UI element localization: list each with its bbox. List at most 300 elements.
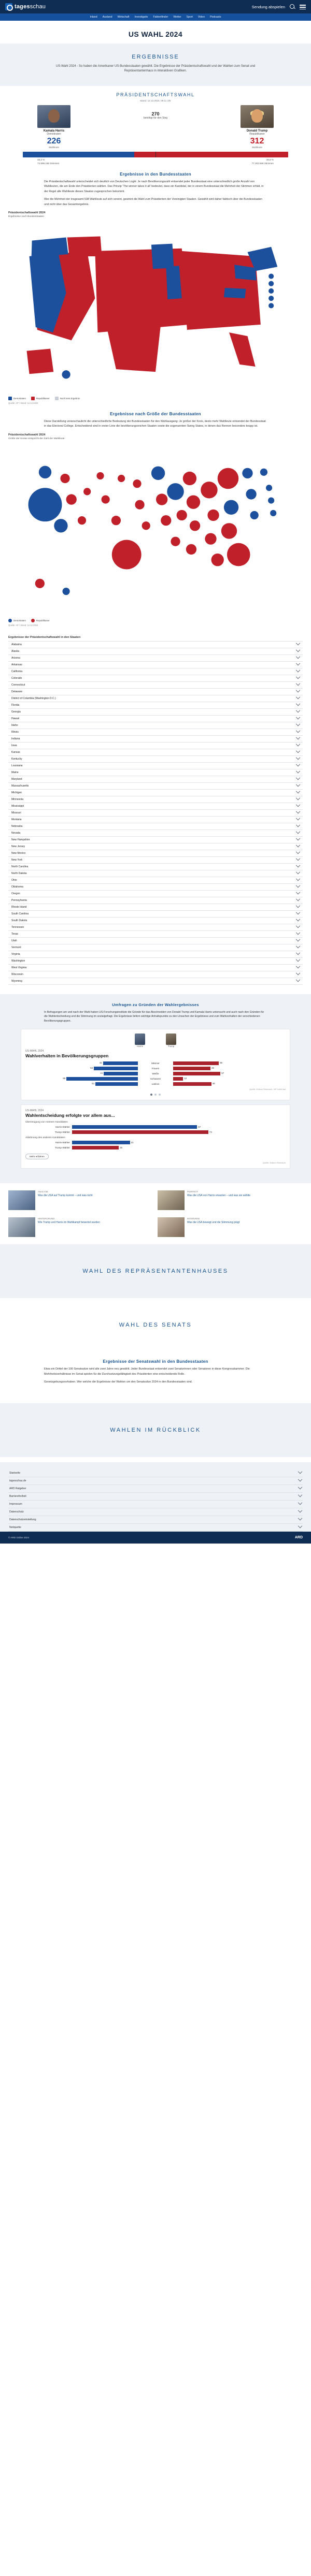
map1-legend — [8, 397, 303, 400]
state-label: Virginia — [11, 952, 20, 956]
state-row[interactable] — [8, 891, 303, 897]
chevron-right-icon[interactable] — [298, 1493, 302, 1497]
chevron-down-icon[interactable] — [296, 897, 300, 901]
ard-logo: ARD — [294, 1536, 303, 1540]
state-row[interactable] — [8, 716, 303, 722]
senate-article-heading: Ergebnisse der Senatswahl in den Bundesstaaten — [103, 1359, 208, 1364]
chart2-bars-a — [25, 1125, 286, 1134]
chart-bar-row: 42 Männer 55 — [99, 1061, 223, 1065]
map1-svg[interactable] — [8, 220, 303, 393]
chart2-title: Wahlentscheidung erfolgte vor allem aus... — [25, 1113, 115, 1118]
chevron-down-icon[interactable] — [296, 769, 300, 773]
state-row[interactable] — [8, 904, 303, 911]
state-label: West Virginia — [11, 966, 27, 969]
electoral-bar — [8, 149, 303, 165]
chevron-down-icon[interactable] — [296, 702, 300, 706]
state-label: Michigan — [11, 791, 22, 794]
chevron-down-icon[interactable] — [296, 749, 300, 753]
state-row[interactable] — [8, 803, 303, 810]
chart1-kicker: US-WAHL 2024 — [25, 1050, 44, 1053]
chevron-down-icon[interactable] — [296, 957, 300, 962]
tagesschau-logo-icon — [5, 3, 12, 10]
candidate-electors-label: Wahlleute — [251, 146, 263, 149]
state-row[interactable] — [8, 642, 303, 648]
state-label: Wisconsin — [11, 972, 23, 976]
chevron-down-icon[interactable] — [296, 803, 300, 807]
chevron-right-icon[interactable] — [298, 1477, 302, 1481]
chevron-down-icon[interactable] — [296, 917, 300, 921]
state-row[interactable] — [8, 702, 303, 709]
footer-bottom — [0, 1532, 311, 1544]
teaser-image — [8, 1217, 35, 1237]
candidate-party: Republikaner — [249, 133, 265, 136]
state-row[interactable] — [8, 655, 303, 662]
chevron-down-icon[interactable] — [296, 789, 300, 793]
chart-bar-row: Trump-Wähler 25 — [54, 1146, 123, 1149]
chevron-down-icon[interactable] — [296, 850, 300, 854]
state-label: North Carolina — [11, 865, 29, 868]
state-row[interactable] — [8, 958, 303, 965]
state-label: New Hampshire — [11, 838, 30, 841]
chart-card-motivation — [21, 1104, 290, 1169]
senate-article — [0, 1359, 311, 1403]
state-row[interactable] — [8, 769, 303, 776]
chevron-down-icon[interactable] — [296, 971, 300, 975]
footer-link-label: Datenschutz — [9, 1510, 24, 1514]
chevron-down-icon[interactable] — [296, 890, 300, 894]
chart2-bars-b — [25, 1141, 286, 1149]
chart-bar-row: 51 Latinos 46 — [92, 1082, 215, 1086]
chart2-sub2: Ablehnung des anderen Kandidaten — [25, 1137, 65, 1140]
chevron-down-icon[interactable] — [296, 722, 300, 726]
teaser-text[interactable]: Was die USA bewegt und die Stimmung prägt — [187, 1220, 240, 1224]
teaser-text[interactable]: Wie Trump und Harris im Wahlkampf bewertet wurden — [38, 1220, 100, 1224]
avatar-harris-small — [135, 1034, 145, 1048]
footer-link[interactable] — [8, 1501, 303, 1508]
chevron-down-icon[interactable] — [296, 648, 300, 652]
brand-light: schau — [30, 4, 46, 10]
harris-votes: 74.999.166 Stimmen — [37, 162, 60, 165]
nav-item-sport[interactable]: Sport — [186, 16, 193, 19]
state-label: Pennsylvania — [11, 898, 27, 902]
candidate-name: Donald Trump — [246, 129, 268, 133]
article-states — [44, 172, 267, 207]
state-label: Nebraska — [11, 824, 23, 828]
nav-item-faktenfinder[interactable]: Faktenfinder — [153, 16, 168, 19]
state-label: Utah — [11, 939, 17, 942]
chevron-down-icon[interactable] — [296, 870, 300, 874]
chart1-right-label: Trump — [167, 1045, 175, 1048]
state-label: Alaska — [11, 649, 20, 653]
footer-link[interactable] — [8, 1524, 303, 1532]
footer-link[interactable] — [8, 1516, 303, 1524]
state-row[interactable] — [8, 675, 303, 682]
chevron-down-icon[interactable] — [296, 883, 300, 887]
map1-subtitle: Ergebnisse nach Bundesstaaten — [8, 215, 45, 219]
teaser-image — [158, 1190, 185, 1210]
state-label: North Dakota — [11, 871, 27, 875]
chart-bar-row: Harris-Wähler 67 — [55, 1126, 201, 1129]
chevron-down-icon[interactable] — [296, 715, 300, 719]
footer-link-label: Impressum — [9, 1503, 22, 1506]
chevron-down-icon[interactable] — [296, 668, 300, 672]
chevron-right-icon[interactable] — [298, 1508, 302, 1512]
avatar-trump — [241, 105, 274, 128]
chart-bar-row: 86 Schwarze 12 — [63, 1077, 187, 1081]
chevron-right-icon[interactable] — [298, 1469, 302, 1474]
state-row[interactable] — [8, 850, 303, 857]
state-row[interactable] — [8, 722, 303, 729]
chevron-down-icon[interactable] — [296, 654, 300, 659]
state-row[interactable] — [8, 931, 303, 938]
teaser-card[interactable] — [8, 1190, 153, 1210]
teaser-text[interactable]: Was die USA auf Trump kommt – und was nicht — [38, 1194, 93, 1197]
chart1-bars — [25, 1061, 286, 1086]
chevron-down-icon[interactable] — [296, 695, 300, 699]
state-row[interactable] — [8, 743, 303, 749]
state-results-title: Ergebnisse der Präsidentschaftswahl in den Staaten — [8, 635, 81, 639]
state-row[interactable] — [8, 924, 303, 931]
state-row[interactable] — [8, 944, 303, 951]
chevron-down-icon[interactable] — [296, 836, 300, 840]
chevron-down-icon[interactable] — [296, 816, 300, 820]
chart2-kicker: US-WAHL 2024 — [25, 1109, 44, 1113]
more-button[interactable]: Mehr erfahren — [25, 1154, 49, 1159]
state-row[interactable] — [8, 810, 303, 817]
article-size-p1: Diese Darstellung veranschaulicht die unterschiedliche Bedeutung der Bundesstaaten für den Wahlausgang: Je größer der Kreis, desto mehr Wahlleute entsendet der Bundesstaat in das Electoral College. Entscheidend sind in erster Linie die bevölkerungsreichen Staaten sowie die sogenannten Swing States, in denen das Rennen besonders knapp ist. — [44, 419, 266, 428]
state-label: Maine — [11, 770, 19, 774]
logo[interactable] — [5, 3, 46, 10]
state-row[interactable] — [8, 668, 303, 675]
state-row[interactable] — [8, 911, 303, 918]
state-label: Oklahoma — [11, 885, 23, 889]
chevron-down-icon[interactable] — [296, 944, 300, 948]
state-row[interactable] — [8, 817, 303, 823]
nav-item-wirtschaft[interactable]: Wirtschaft — [117, 16, 130, 19]
presidential-section — [0, 92, 311, 985]
state-label: Iowa — [11, 744, 17, 747]
map2-svg[interactable] — [8, 442, 303, 615]
teaser-card[interactable] — [158, 1217, 303, 1237]
live-label[interactable]: Sendung abspielen — [251, 4, 285, 9]
chevron-down-icon[interactable] — [296, 708, 300, 712]
legend2-democrats: Demokraten — [13, 619, 26, 622]
teaser-card[interactable] — [8, 1217, 153, 1237]
menu-icon[interactable] — [300, 4, 306, 10]
chart-bar-row: Harris-Wähler 31 — [55, 1141, 134, 1144]
state-label: Maryland — [11, 777, 22, 781]
search-icon[interactable] — [289, 4, 295, 10]
chevron-down-icon[interactable] — [296, 729, 300, 733]
state-label: District of Columbia (Washington D.C.) — [11, 696, 56, 700]
chart-card-groups — [21, 1029, 290, 1100]
chevron-down-icon[interactable] — [296, 823, 300, 827]
chevron-right-icon[interactable] — [298, 1485, 302, 1489]
state-label: Delaware — [11, 690, 23, 693]
legend-republicans: Republikaner — [36, 397, 50, 400]
teaser-kicker: ANALYSE — [38, 1190, 48, 1194]
state-row[interactable] — [8, 648, 303, 655]
chevron-down-icon[interactable] — [296, 688, 300, 692]
majority-label: benötigt für den Sieg — [143, 117, 168, 120]
house-section — [0, 1244, 311, 1298]
state-label: Washington — [11, 959, 25, 963]
footer-link[interactable] — [8, 1493, 303, 1501]
nav-item-inland[interactable]: Inland — [90, 16, 97, 19]
state-row[interactable] — [8, 689, 303, 695]
chevron-down-icon[interactable] — [296, 904, 300, 908]
trump-votes: 77.303.568 Stimmen — [251, 162, 274, 165]
map2-legend — [8, 619, 303, 622]
chevron-down-icon[interactable] — [296, 856, 300, 861]
chevron-down-icon[interactable] — [296, 796, 300, 800]
state-row[interactable] — [8, 951, 303, 958]
state-label: Georgia — [11, 710, 21, 714]
state-label: Nevada — [11, 831, 21, 835]
chart1-title: Wahlverhalten in Bevölkerungsgruppen — [25, 1053, 109, 1059]
footer-link-label: Startseite — [9, 1472, 21, 1475]
chart1-left-label: Harris — [137, 1045, 143, 1048]
main-nav — [0, 13, 311, 21]
state-label: New Mexico — [11, 851, 26, 855]
history-section — [0, 1403, 311, 1457]
state-label: Kentucky — [11, 757, 22, 761]
map2-title: Präsidentschaftswahl 2024 — [8, 433, 46, 436]
state-row[interactable] — [8, 823, 303, 830]
state-row[interactable] — [8, 965, 303, 971]
chart2-sub1: Überzeugung von meinem Kandidaten — [25, 1121, 68, 1124]
house-heading: WAHL DES REPRÄSENTANTENHAUSES — [82, 1268, 229, 1275]
chevron-down-icon[interactable] — [296, 964, 300, 968]
senate-article-p2: Gesetzgebungsvorhaben. Wer welche die Ergebnisse der Wahlen um den Senatssitze 2024 in den Bundesstaaten sind. — [44, 1380, 193, 1384]
state-row[interactable] — [8, 843, 303, 850]
chevron-down-icon[interactable] — [296, 782, 300, 787]
survey-heading: Umfragen zu Gründen der Wahlergebnisses — [112, 1002, 199, 1007]
chevron-down-icon[interactable] — [296, 930, 300, 935]
map-choropleth[interactable] — [8, 211, 303, 404]
chevron-down-icon[interactable] — [296, 681, 300, 686]
map-bubble[interactable] — [8, 433, 303, 627]
candidate-electors: 312 — [250, 137, 264, 145]
harris-percent: 48,3 % — [37, 158, 45, 161]
state-label: Texas — [11, 932, 19, 936]
state-label: Rhode Island — [11, 905, 27, 909]
teaser-image — [158, 1217, 185, 1237]
state-row[interactable] — [8, 796, 303, 803]
majority-value: 270 — [151, 111, 160, 117]
chart-bar-row: 41 Weiße 57 — [100, 1072, 224, 1075]
state-label: Ohio — [11, 878, 17, 882]
senate-section — [0, 1298, 311, 1352]
chart2-source: Quelle: Edison Research — [262, 1161, 286, 1165]
state-row[interactable] — [8, 897, 303, 904]
map1-title: Präsidentschaftswahl 2024 — [8, 211, 46, 215]
survey-intro: In Befragungen am und nach der Wahl haben US-Forschungsinstitute die Gründe für das Abschneiden von Donald Trump und Kamala Harris untersucht und auch nach den Gründen für die Wahlentscheidung und die Stimmung im sozialgefragt. Die Ergebnisse liefern wichtige Anhaltspunkte zu den Ursachen der Ergebnisse und zum Wahlverhalten der verschiedenen Bevölkerungsgruppen. — [44, 1010, 264, 1023]
state-row[interactable] — [8, 783, 303, 790]
state-label: New York — [11, 858, 23, 862]
chevron-down-icon[interactable] — [296, 863, 300, 867]
brand-bold: tages — [15, 4, 30, 10]
presidential-heading: PRÄSIDENTSCHAFTSWAHL — [116, 92, 195, 97]
state-label: Florida — [11, 703, 20, 707]
state-label: Louisiana — [11, 764, 23, 767]
chevron-down-icon[interactable] — [296, 661, 300, 665]
state-label: Mississippi — [11, 804, 24, 808]
state-label: Indiana — [11, 737, 20, 740]
presidential-meta: Stand: 12.12.2024, 09:11 Uhr — [140, 99, 171, 102]
avatar-trump-small — [166, 1034, 176, 1048]
footer-link-label: tagesschau.de — [9, 1479, 26, 1483]
teaser-kicker: INTERVIEW — [187, 1217, 200, 1220]
senate-heading: WAHL DES SENATS — [119, 1322, 192, 1329]
state-row[interactable] — [8, 736, 303, 743]
nav-item-podcasts[interactable]: Podcasts — [210, 16, 221, 19]
footer-link-label: Netiquette — [9, 1526, 21, 1530]
state-row[interactable] — [8, 938, 303, 944]
state-row[interactable] — [8, 978, 303, 985]
footer-link[interactable] — [8, 1485, 303, 1493]
teaser-card[interactable] — [158, 1190, 303, 1210]
results-subtitle: US-Wahl 2024 - So haben die Amerikaner US-Bundesstaaten gewählt. Die Ergebnisse der Präsidentschaftswahl und der Wahlen zum Senat und Repräsentantenhaus in interaktiven Grafiken. — [55, 65, 256, 72]
state-row[interactable] — [8, 918, 303, 924]
footer-link-label: Barrierefreiheit — [9, 1495, 26, 1498]
state-row[interactable] — [8, 756, 303, 763]
state-row[interactable] — [8, 870, 303, 877]
state-row[interactable] — [8, 837, 303, 843]
results-heading: ERGEBNISSE — [132, 54, 179, 60]
chevron-down-icon[interactable] — [296, 877, 300, 881]
state-row[interactable] — [8, 729, 303, 736]
chevron-down-icon[interactable] — [296, 924, 300, 928]
footer-link[interactable] — [8, 1477, 303, 1485]
trump-percent: 49,8 % — [266, 158, 274, 161]
nav-item-video[interactable]: Video — [197, 16, 205, 19]
state-row[interactable] — [8, 682, 303, 689]
chevron-down-icon[interactable] — [296, 978, 300, 982]
avatar-harris — [37, 105, 70, 128]
candidate-name: Kamala Harris — [43, 129, 65, 133]
chevron-right-icon[interactable] — [298, 1524, 302, 1528]
state-row[interactable] — [8, 749, 303, 756]
majority-marker — [85, 105, 226, 120]
chart-bar-row: 53 Frauen 45 — [90, 1067, 215, 1070]
state-row[interactable] — [8, 971, 303, 978]
state-label: Tennessee — [11, 925, 24, 929]
chevron-down-icon[interactable] — [296, 735, 300, 739]
state-label: Oregon — [11, 892, 20, 895]
chevron-down-icon[interactable] — [296, 843, 300, 847]
chevron-down-icon[interactable] — [296, 762, 300, 766]
state-label: Idaho — [11, 723, 18, 727]
article-size — [44, 412, 267, 429]
chevron-down-icon[interactable] — [296, 910, 300, 914]
chevron-down-icon[interactable] — [296, 776, 300, 780]
map2-source: Quelle: AP / Stand: 12.12.2024 — [8, 623, 38, 627]
state-label: Arkansas — [11, 663, 22, 666]
state-label: Arizona — [11, 656, 20, 660]
footer — [0, 1462, 311, 1532]
teaser-row-1 — [0, 1183, 311, 1217]
top-bar — [0, 0, 311, 13]
state-results-list — [8, 641, 303, 985]
state-row[interactable] — [8, 763, 303, 769]
map1-source: Quelle: AP / Stand: 12.12.2024 — [8, 401, 38, 404]
chevron-right-icon[interactable] — [298, 1501, 302, 1505]
chevron-down-icon[interactable] — [296, 829, 300, 834]
candidate-row — [8, 105, 303, 149]
footer-link[interactable] — [8, 1469, 303, 1477]
chevron-right-icon[interactable] — [298, 1516, 302, 1520]
nav-item-wetter[interactable]: Wetter — [173, 16, 181, 19]
candidate-electors: 226 — [47, 137, 61, 145]
chevron-down-icon[interactable] — [296, 809, 300, 813]
teaser-kicker: HINTERGRUND — [38, 1217, 55, 1220]
article-states-p1: Die Präsidentschaftswahl unterscheidet sich deutlich von Deutschen Logik: Je nach Bevölkerungszahl entsendet jeder Bundesstaat eine unterschiedlich große Anzahl von Wahlleuten, die am Ende den Präsidenten wählen. Das Prinzip 'The winner takes it all' bedeutet, dass ein Kandidat, der in einem Bundesstaat die Mehrheit der Stimmen erhält, in der Regel alle Wahlleute dieses Staates zugesprochen bekommt. — [44, 180, 264, 193]
legend-democrats: Demokraten — [13, 397, 26, 400]
results-band — [0, 43, 311, 86]
state-row[interactable] — [8, 877, 303, 884]
state-label: New Jersey — [11, 845, 25, 848]
teaser-row-2 — [0, 1217, 311, 1244]
article-states-heading: Ergebnisse in den Bundesstaaten — [120, 172, 191, 177]
chevron-down-icon[interactable] — [296, 951, 300, 955]
candidate-party: Demokraten — [47, 133, 61, 136]
teaser-text[interactable]: Was die USA von Harris erwarten – und was sie wählte — [187, 1194, 251, 1197]
state-row[interactable] — [8, 709, 303, 716]
legend2-republicans: Republikaner — [36, 619, 50, 622]
teaser-kicker: PORTRÄT — [187, 1190, 198, 1194]
chevron-down-icon[interactable] — [296, 641, 300, 645]
article-states-p2: Wer die Mehrheit der insgesamt 538 Wahlleute auf sich vereint, gewinnt die Wahl zum Präsidenten der Vereinigten Staaten. Gewählt wird daher faktisch über die Bundesstaaten und nicht über das Gesamtergebnis. — [44, 198, 263, 206]
state-row[interactable] — [8, 857, 303, 864]
state-label: Montana — [11, 818, 22, 821]
state-label: Vermont — [11, 945, 21, 949]
state-label: Illinois — [11, 730, 19, 734]
state-row[interactable] — [8, 662, 303, 668]
chevron-down-icon[interactable] — [296, 675, 300, 679]
survey-section — [0, 994, 311, 1184]
state-label: Wyoming — [11, 979, 22, 983]
state-label: Alabama — [11, 643, 22, 646]
state-label: South Carolina — [11, 912, 29, 915]
footer-link[interactable] — [8, 1508, 303, 1516]
state-label: Minnesota — [11, 797, 24, 801]
history-heading: WAHLEN IM RÜCKBLICK — [110, 1427, 201, 1434]
state-row[interactable] — [8, 695, 303, 702]
copyright: © ARD Online 2024 — [8, 1536, 30, 1539]
state-label: California — [11, 670, 23, 673]
state-label: Hawaii — [11, 717, 20, 720]
nav-item-ausland[interactable]: Ausland — [102, 16, 112, 19]
state-row[interactable] — [8, 864, 303, 870]
state-label: Missouri — [11, 811, 21, 814]
chevron-down-icon[interactable] — [296, 937, 300, 941]
map2-subtitle: Größe der Kreise entspricht der Zahl der Wahlleute — [8, 437, 65, 440]
chevron-down-icon[interactable] — [296, 742, 300, 746]
page-title: US WAHL 2024 — [128, 30, 183, 38]
article-size-heading: Ergebnisse nach Größe der Bundesstaaten — [110, 411, 201, 416]
chart1-source: Quelle: Edison Research / AP VoteCast — [249, 1088, 286, 1091]
state-row[interactable] — [8, 884, 303, 891]
nav-item-investigativ[interactable]: Investigativ — [134, 16, 148, 19]
chevron-down-icon[interactable] — [296, 755, 300, 760]
state-label: South Dakota — [11, 919, 27, 922]
state-row[interactable] — [8, 790, 303, 796]
senate-article-p1: Etwa ein Drittel der 100 Senatssitze wird alle zwei Jahre neu gewählt. Jeder Bundesstaat entsendet zwei Senatorinnen oder Senatoren in diese Kongresskammer. Die Mehrheitsverhältnisse im Senat spielen für die Durchsetzungsfähigkeit des Präsidenten eine entscheidende Rolle. — [44, 1367, 250, 1376]
state-row[interactable] — [8, 776, 303, 783]
state-row[interactable] — [8, 830, 303, 837]
candidate-trump — [226, 105, 288, 149]
